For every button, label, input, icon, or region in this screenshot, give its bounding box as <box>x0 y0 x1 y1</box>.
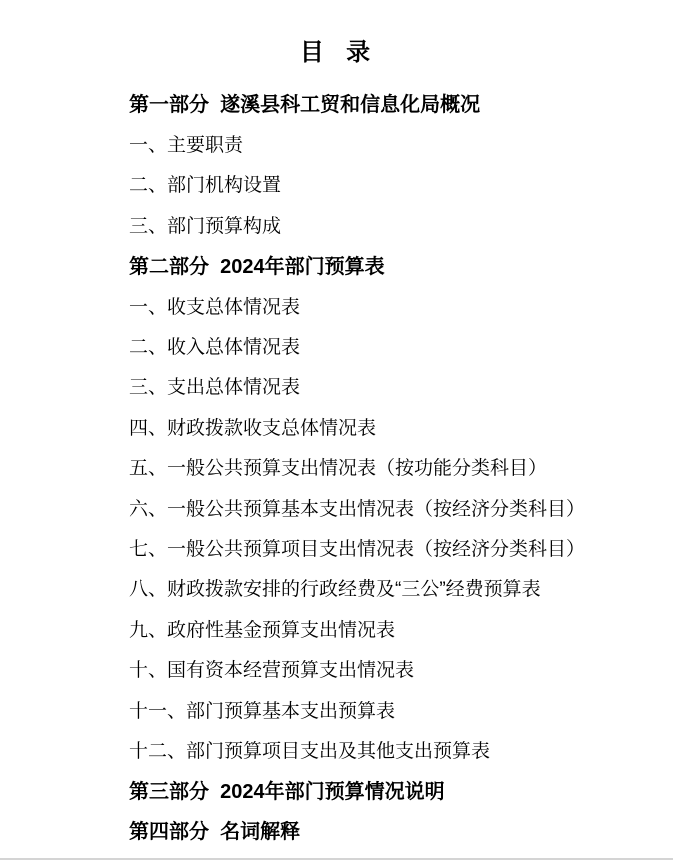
toc-section-heading <box>129 772 653 812</box>
toc-entry-text: 第一部分 遂溪县科工贸和信息化局概况 <box>129 94 481 117</box>
toc-entry-text: 四、财政拨款收支总体情况表 <box>129 417 377 439</box>
toc-entry-text: 一、收支总体情况表 <box>129 296 301 318</box>
toc-entry-text: 六、一般公共预算基本支出情况表（按经济分类科目） <box>129 498 586 520</box>
toc-entry-text: 七、一般公共预算项目支出情况表（按经济分类科目） <box>129 538 586 560</box>
toc-item <box>129 327 653 367</box>
toc-section-heading <box>129 247 653 287</box>
toc-item <box>129 570 653 610</box>
toc-entry-text: 第四部分 名词解释 <box>129 821 301 844</box>
toc-entry-text: 二、部门机构设置 <box>129 175 282 197</box>
toc-item <box>129 449 653 489</box>
toc-entry-text: 三、支出总体情况表 <box>129 377 301 399</box>
page-title: 目 录 <box>299 39 374 66</box>
page-bottom-edge <box>0 858 673 860</box>
toc-item <box>129 408 653 448</box>
toc-entry-text: 九、政府性基金预算支出情况表 <box>129 619 396 641</box>
toc-item <box>129 529 653 569</box>
toc-entry-text: 十一、部门预算基本支出预算表 <box>129 700 396 722</box>
toc-item <box>129 610 653 650</box>
toc-item <box>129 489 653 529</box>
toc-entry-text: 二、收入总体情况表 <box>129 337 301 359</box>
toc-item <box>129 125 653 165</box>
toc-entry-text: 第二部分 2024年部门预算表 <box>129 255 385 278</box>
toc-item <box>129 166 653 206</box>
toc-entry-text: 第三部分 2024年部门预算情况说明 <box>129 780 445 803</box>
toc-item <box>129 650 653 690</box>
toc-item <box>129 731 653 771</box>
toc-entry-text: 五、一般公共预算支出情况表（按功能分类科目） <box>129 458 548 480</box>
toc-entry-text: 三、部门预算构成 <box>129 215 282 237</box>
toc-entry-text: 八、财政拨款安排的行政经费及“三公”经费预算表 <box>129 579 541 601</box>
toc-entry-text: 十二、部门预算项目支出及其他支出预算表 <box>129 740 491 762</box>
toc-item <box>129 368 653 408</box>
toc-section-heading <box>129 812 653 852</box>
toc-section-heading <box>129 85 653 125</box>
toc-entry-text: 一、主要职责 <box>129 135 244 157</box>
toc-item <box>129 206 653 246</box>
toc-entry-text: 十、国有资本经营预算支出情况表 <box>129 660 415 682</box>
table-of-contents <box>129 85 653 852</box>
toc-item <box>129 287 653 327</box>
toc-item <box>129 691 653 731</box>
